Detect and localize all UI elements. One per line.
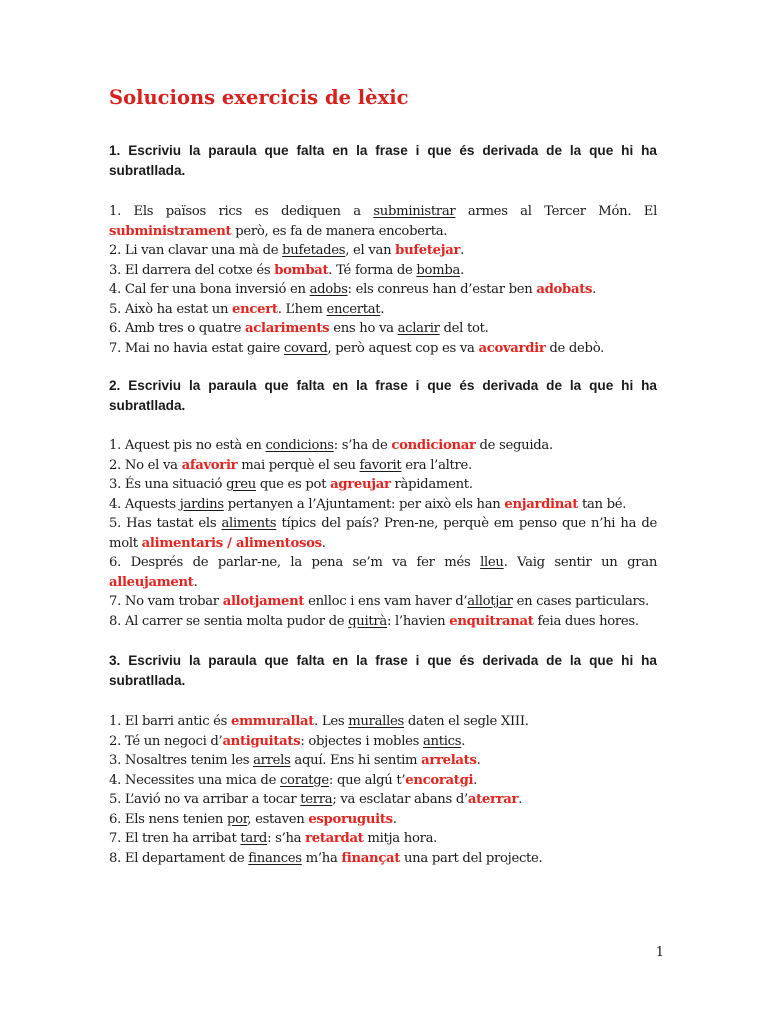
sentence-text: 6. Els nens tenien [109,811,227,827]
answer-word: enquitranat [449,613,534,629]
exercise-item [109,829,657,849]
answer-word: aclariments [245,321,330,336]
exercise-item [109,810,657,830]
sentence-text: del tot. [439,321,489,336]
exercise-item [109,202,657,241]
sentence-text: 6. Després de parlar-ne, la pena se’m va fer més [109,555,481,570]
sentence-text: 8. El departament de [109,850,249,866]
exercise-section-1 [109,141,657,358]
underlined-word: bufetades [282,243,346,258]
answer-word: afavorir [181,457,238,473]
sentence-text: 3. Nosaltres tenim les [109,753,254,768]
underlined-word: bomba [416,262,461,278]
answer-word: retardat [305,831,364,846]
underlined-word: por [226,811,248,827]
underlined-word: allotjar [467,594,513,609]
exercise-item [109,339,657,359]
answer-word: agreujar [330,477,391,492]
sentence-text: tan bé. [578,496,627,512]
underlined-word: muralles [348,714,404,729]
exercise-heading: 3. Escriviu la paraula que falta en la frase i que és derivada de la que hi ha subratllada. [109,653,657,688]
sentence-text: 3. El darrera del cotxe és [109,262,275,278]
sentence-text: . [592,282,597,297]
sentence-text: 2. Té un negoci d’ [109,733,223,749]
answer-word: adobats [536,282,593,297]
exercise-section-2 [109,376,657,631]
sentence-text: típics del país? Pren-ne, perquè em penso que n’hi ha de molt [109,516,657,551]
underlined-word: covard [283,340,328,356]
page-title: Solucions exercicis de lèxic [109,86,409,109]
sentence-text: . [321,535,326,551]
answer-word: alleujament [109,574,194,590]
sentence-text: pertanyen a l’Ajuntament: per això els han [223,496,505,512]
exercise-item [109,300,657,320]
sentence-text: : els conreus han d’estar ben [347,282,537,297]
underlined-word: tard [240,831,268,846]
sentence-text: . [460,243,464,258]
answer-word: antiguitats [222,733,301,749]
underlined-word: condicions [265,438,334,453]
underlined-word: aclarir [397,321,440,336]
exercise-list [109,202,657,358]
sentence-text: , però aquest cop es va [327,340,479,356]
sentence-text: . Vaig sentir un gran [503,555,658,570]
exercise-item [109,553,657,592]
sentence-text: de debò. [545,340,605,356]
sentence-text: que es pot [255,477,331,492]
page-number: 1 [655,945,664,960]
sentence-text: 5. Has tastat els [109,516,222,531]
sentence-text: . L’hem [277,301,327,317]
sentence-text: ; va esclatar abans d’ [332,792,468,807]
sentence-text: mai perquè el seu [237,457,360,473]
underlined-word: terra [300,792,333,807]
exercise-item [109,319,657,339]
answer-word: alimentaris / alimentosos [141,535,322,551]
sentence-text: . Té forma de [328,262,417,278]
exercise-item [109,849,657,869]
sentence-text: , el van [345,243,396,258]
sentence-text: 2. Li van clavar una mà de [109,243,283,258]
sentence-text: enlloc i ens vam haver d’ [304,594,468,609]
exercise-item [109,475,657,495]
exercise-list [109,436,657,631]
sentence-text: . [518,792,523,807]
exercise-item [109,436,657,456]
sentence-text: . [193,574,198,590]
sentence-text: 1. Els països rics es dediquen a [109,204,374,219]
sentence-text: de seguida. [475,438,553,453]
exercise-item [109,732,657,752]
exercise-item [109,712,657,732]
exercise-item [109,280,657,300]
sentence-text: ràpidament. [390,477,473,492]
sentence-text: mitja hora. [363,831,438,846]
sentence-text: en cases particulars. [512,594,649,609]
sentence-text: feia dues hores. [533,613,639,629]
sentence-text: . [476,753,481,768]
sentence-text: 6. Amb tres o quatre [109,321,246,336]
sentence-text: era l’altre. [401,457,472,473]
sentence-text: 7. No vam trobar [109,594,223,609]
sentence-text: : s’ha [267,831,306,846]
answer-word: esporuguits [308,811,393,827]
sentence-text: 1. Aquest pis no està en [109,438,266,453]
answer-word: emmurallat [231,714,315,729]
answer-word: finançat [341,850,401,866]
sentence-text: . [392,811,397,827]
exercise-item [109,495,657,515]
exercise-section-3 [109,651,657,868]
underlined-word: aliments [221,516,277,531]
sentence-text: . Les [314,714,349,729]
exercise-item [109,790,657,810]
underlined-word: quitrà [348,613,387,629]
sentence-text: : s’ha de [333,438,392,453]
answer-word: arrelats [421,753,477,768]
answer-word: encoratgi [405,772,474,788]
sentence-text: 4. Cal fer una bona inversió en [109,282,310,297]
sentence-text: 3. És una situació [109,477,227,492]
answer-word: subministrament [109,223,232,239]
underlined-word: encertat [326,301,381,317]
underlined-word: antics [422,733,462,749]
sentence-text: . [473,772,478,788]
sentence-text: . [380,301,385,317]
exercise-item [109,514,657,553]
sentence-text: 2. No el va [109,457,182,473]
sentence-text: 5. L’avió no va arribar a tocar [109,792,301,807]
sentence-text: daten el segle XIII. [403,714,529,729]
sentence-text: : objectes i mobles [300,733,423,749]
sentence-text: . [461,733,466,749]
sentence-text: armes al Tercer Món. El [455,204,657,219]
answer-word: allotjament [222,594,305,609]
sentence-text: una part del projecte. [400,850,543,866]
sentence-text: , estaven [247,811,309,827]
exercise-item [109,261,657,281]
sentence-text: aquí. Ens hi sentim [290,753,422,768]
sentence-text: m’ha [301,850,342,866]
sentence-text: . [460,262,464,278]
underlined-word: finances [248,850,302,866]
exercise-heading: 2. Escriviu la paraula que falta en la frase i que és derivada de la que hi ha subratllada. [109,378,657,413]
answer-word: encert [232,301,278,317]
sentence-text: 7. Mai no havia estat gaire [109,340,284,356]
exercise-item [109,751,657,771]
exercise-item [109,592,657,612]
answer-word: bombat [274,262,329,278]
sentence-text: 1. El barri antic és [109,714,232,729]
underlined-word: favorit [359,457,402,473]
sentence-text: : que algú t’ [328,772,406,788]
exercise-heading: 1. Escriviu la paraula que falta en la frase i que és derivada de la que hi ha subratllada. [109,143,657,178]
underlined-word: coratge [279,772,329,788]
underlined-word: adobs [309,282,348,297]
answer-word: acovardir [478,340,546,356]
underlined-word: lleu [480,555,504,570]
exercise-item [109,241,657,261]
exercise-item [109,771,657,791]
sentence-text: 8. Al carrer se sentia molta pudor de [109,613,349,629]
answer-word: aterrar [467,792,519,807]
exercise-item [109,456,657,476]
sentence-text: 4. Aquests [109,496,180,512]
sentence-text: 5. Això ha estat un [109,301,233,317]
exercise-list [109,712,657,868]
sentence-text: : l’havien [386,613,450,629]
sentence-text: 4. Necessites una mica de [109,772,280,788]
underlined-word: arrels [253,753,291,768]
underlined-word: jardins [179,496,224,512]
exercise-item [109,612,657,632]
underlined-word: subministrar [373,204,456,219]
answer-word: condicionar [391,438,476,453]
underlined-word: greu [226,477,256,492]
answer-word: enjardinat [504,496,579,512]
sentence-text: però, es fa de manera encoberta. [231,223,448,239]
answer-word: bufetejar [395,243,461,258]
sentence-text: ens ho va [329,321,398,336]
sentence-text: 7. El tren ha arribat [109,831,241,846]
